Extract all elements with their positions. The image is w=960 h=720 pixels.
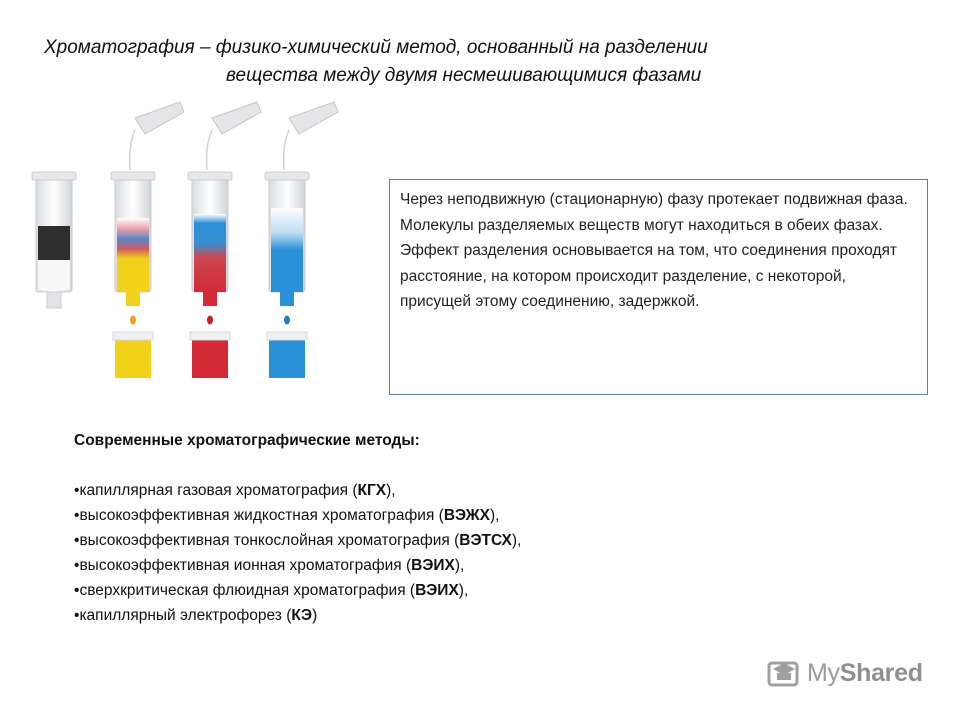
list-item: •сверхкритическая флюидная хроматография (ВЭИХ), (74, 582, 469, 599)
column-3 (188, 102, 261, 378)
title-line-1: Хроматография – физико-химический метод, основанный на разделении (44, 37, 708, 58)
column-2 (111, 102, 184, 378)
myshared-logo[interactable] (767, 655, 937, 691)
column-4 (265, 102, 338, 378)
list-item: •высокоэффективная жидкостная хроматография (ВЭЖХ), (74, 507, 500, 524)
chromatography-columns-illustration (20, 100, 360, 390)
list-item: •капиллярная газовая хроматография (КГХ), (74, 482, 396, 499)
description-box (389, 179, 928, 395)
list-item: •капиллярный электрофорез (КЭ) (74, 607, 318, 624)
methods-section (74, 428, 774, 628)
column-1 (32, 172, 76, 308)
description-paragraph-1: Через неподвижную (стационарную) фазу протекает подвижная фаза. (400, 191, 908, 208)
mortarboard-icon (767, 657, 801, 689)
methods-list (74, 478, 774, 628)
description-paragraph-2: Молекулы разделяемых веществ могут находиться в обеих фазах. (400, 216, 883, 234)
list-item: •высокоэффективная тонкослойная хроматография (ВЭТСХ), (74, 532, 522, 549)
description-paragraph-3: Эффект разделения основывается на том, что соединения проходят расстояние, на котором происходит разделение, с некоторой, присущей этому соединению, задержкой. (400, 242, 897, 311)
title-line-2: вещества между двумя несмешивающимися фазами (226, 65, 702, 86)
list-item: •высокоэффективная ионная хроматография (ВЭИХ), (74, 557, 465, 574)
page-title (40, 34, 940, 90)
methods-title: Современные хроматографические методы: (74, 432, 420, 449)
logo-text: MyShared (807, 658, 923, 687)
